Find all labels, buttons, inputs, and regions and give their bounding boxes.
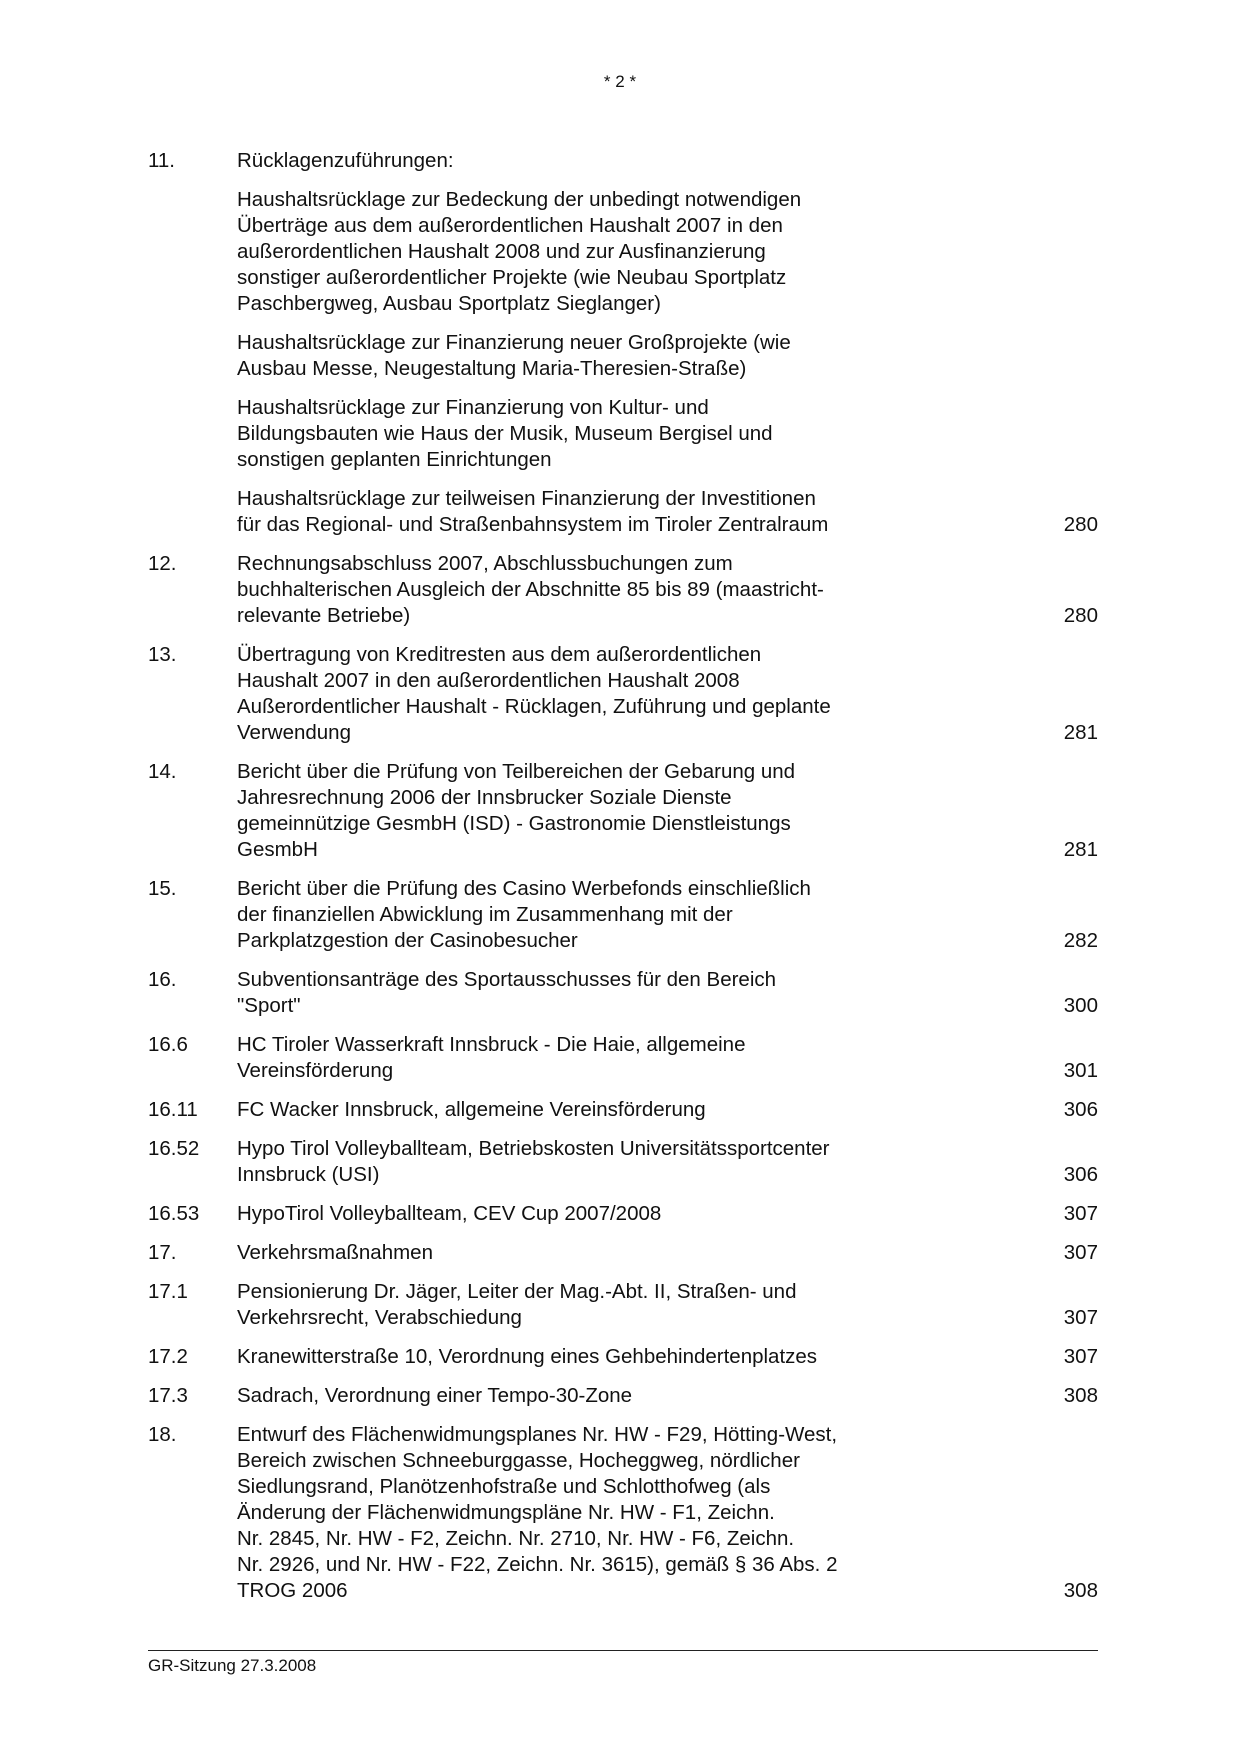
toc-entry-title [237,1422,1028,1604]
toc-entry-title [237,1032,1028,1084]
toc-entry-page: 300 [1063,994,1098,1017]
toc-entry-line: Rechnungsabschluss 2007, Abschlussbuchungen zum [237,552,733,575]
toc-entry-line: GesmbH [237,838,318,861]
toc-entry-paragraph [237,1097,1028,1123]
toc-entry [148,967,1098,1019]
toc-entry-page: 281 [1063,838,1098,861]
toc-entry-line: Übertragung von Kreditresten aus dem außerordentlichen [237,643,762,666]
toc-entry-title [237,759,1028,863]
toc-entry-paragraph [237,759,1028,863]
toc-entry-paragraph [237,642,1028,746]
toc-entry-line: der finanziellen Abwicklung im Zusammenhang mit der [237,903,733,926]
toc-entry-paragraph [237,1383,1028,1409]
toc-entry-paragraph [237,551,1028,629]
toc-entry-line: Paschbergweg, Ausbau Sportplatz Sieglanger) [237,292,661,315]
toc-entry [148,551,1098,629]
toc-entry-number: 17.3 [148,1384,188,1407]
toc-entry-number: 16.52 [148,1137,200,1160]
toc-entry-number: 11. [148,149,175,172]
toc-entry-line: Siedlungsrand, Planötzenhofstraße und Schlotthofweg (als [237,1475,771,1498]
toc-entry-paragraph [237,1344,1028,1370]
toc-entry-line: Pensionierung Dr. Jäger, Leiter der Mag.-Abt. II, Straßen- und [237,1280,797,1303]
toc-entry-line: HC Tiroler Wasserkraft Innsbruck - Die Haie, allgemeine [237,1033,746,1056]
toc-entry [148,1344,1098,1370]
toc-entry-line: Außerordentlicher Haushalt - Rücklagen, Zuführung und geplante [237,695,831,718]
toc-entry-page: 280 [1063,604,1098,627]
toc-entry-paragraph [237,1136,1028,1188]
toc-entry-page: 282 [1063,929,1098,952]
toc-entry-page: 301 [1063,1059,1098,1082]
footer-divider [148,1650,1098,1651]
toc-entry-title [237,1097,1028,1123]
toc-entry-page: 307 [1063,1306,1098,1329]
toc-entry-line: Haushaltsrücklage zur Finanzierung von Kultur- und [237,396,709,419]
toc-entry-line: "Sport" [237,994,301,1017]
toc-entry-line: relevante Betriebe) [237,604,411,627]
toc-entry-paragraph [237,1201,1028,1227]
toc-entry-line: Sadrach, Verordnung einer Tempo-30-Zone [237,1384,633,1407]
toc-entry-line: für das Regional- und Straßenbahnsystem im Tiroler Zentralraum [237,513,829,536]
toc-entry-title [237,1201,1028,1227]
toc-entry-paragraph [237,395,1028,473]
toc-entry-line: Bericht über die Prüfung des Casino Werbefonds einschließlich [237,877,811,900]
toc-entry-line: Haushaltsrücklage zur Finanzierung neuer Großprojekte (wie [237,331,791,354]
toc-entry-line: Bericht über die Prüfung von Teilbereichen der Gebarung und [237,760,796,783]
toc-entry-number: 12. [148,552,177,575]
toc-entry [148,759,1098,863]
toc-entry-paragraph [237,967,1028,1019]
toc-entry-number: 17.2 [148,1345,188,1368]
toc-entry-page: 306 [1063,1163,1098,1186]
toc-entry-line: Verkehrsrecht, Verabschiedung [237,1306,522,1329]
toc-entry-line: Entwurf des Flächenwidmungsplanes Nr. HW - F29, Hötting-West, [237,1423,838,1446]
toc-entry-line: Kranewitterstraße 10, Verordnung eines Gehbehindertenplatzes [237,1345,818,1368]
toc-entry-line: Parkplatzgestion der Casinobesucher [237,929,578,952]
toc-entry-paragraph [237,1240,1028,1266]
toc-entry-page: 280 [1063,513,1098,536]
toc-entry-line: Verkehrsmaßnahmen [237,1241,433,1264]
toc-entry-number: 15. [148,877,177,900]
toc-entry-line: TROG 2006 [237,1579,348,1602]
toc-entry-line: Bildungsbauten wie Haus der Musik, Museum Bergisel und [237,422,773,445]
footer-session-label: GR-Sitzung 27.3.2008 [148,1656,317,1675]
toc-entry-title [237,1136,1028,1188]
toc-entry-paragraph [237,187,1028,317]
toc-entry-line: Haushalt 2007 in den außerordentlichen Haushalt 2008 [237,669,740,692]
toc-entry-number: 16.6 [148,1033,188,1056]
toc-entry [148,1279,1098,1331]
toc-entry-page: 281 [1063,721,1098,744]
toc-entry-line: gemeinnützige GesmbH (ISD) - Gastronomie Dienstleistungs [237,812,791,835]
toc-entry-line: Überträge aus dem außerordentlichen Haushalt 2007 in den [237,214,783,237]
table-of-contents [148,148,1098,1617]
toc-entry-line: sonstigen geplanten Einrichtungen [237,448,552,471]
toc-entry-line: Änderung der Flächenwidmungspläne Nr. HW - F1, Zeichn. [237,1501,775,1524]
toc-entry-page: 306 [1063,1098,1098,1121]
toc-entry-line: Ausbau Messe, Neugestaltung Maria-Theresien-Straße) [237,357,747,380]
toc-entry-title [237,1240,1028,1266]
toc-entry-line: Hypo Tirol Volleyballteam, Betriebskosten Universitätssportcenter [237,1137,830,1160]
toc-entry-line: Bereich zwischen Schneeburggasse, Hocheggweg, nördlicher [237,1449,800,1472]
toc-entry-line: HypoTirol Volleyballteam, CEV Cup 2007/2008 [237,1202,662,1225]
toc-entry-line: Nr. 2926, und Nr. HW - F22, Zeichn. Nr. 3615), gemäß § 36 Abs. 2 [237,1553,838,1576]
toc-entry [148,148,1098,538]
page-number: * 2 * [603,72,637,91]
toc-entry-paragraph [237,1032,1028,1084]
toc-entry-number: 16. [148,968,177,991]
toc-entry-line: Verwendung [237,721,351,744]
toc-entry-line: Vereinsförderung [237,1059,394,1082]
toc-entry-number: 14. [148,760,177,783]
toc-entry-paragraph [237,1422,1028,1604]
toc-entry-number: 16.53 [148,1202,200,1225]
toc-entry-paragraph [237,1279,1028,1331]
toc-entry-line: Jahresrechnung 2006 der Innsbrucker Soziale Dienste [237,786,732,809]
toc-entry [148,1383,1098,1409]
toc-entry-line: Haushaltsrücklage zur Bedeckung der unbedingt notwendigen [237,188,802,211]
toc-entry-line: Nr. 2845, Nr. HW - F2, Zeichn. Nr. 2710, Nr. HW - F6, Zeichn. [237,1527,795,1550]
toc-entry-page: 307 [1063,1345,1098,1368]
toc-entry-title [237,1344,1028,1370]
toc-entry-title [237,876,1028,954]
toc-entry-line: Rücklagenzuführungen: [237,149,454,172]
toc-entry-title [237,642,1028,746]
toc-entry-page: 308 [1063,1384,1098,1407]
toc-entry-title [237,148,1028,538]
toc-entry [148,1240,1098,1266]
toc-entry-title [237,1279,1028,1331]
toc-entry-paragraph [237,330,1028,382]
toc-entry [148,1201,1098,1227]
toc-entry-line: buchhalterischen Ausgleich der Abschnitte 85 bis 89 (maastricht- [237,578,824,601]
toc-entry [148,1422,1098,1604]
toc-entry-line: Subventionsanträge des Sportausschusses für den Bereich [237,968,777,991]
toc-entry-line: Haushaltsrücklage zur teilweisen Finanzierung der Investitionen [237,487,816,510]
toc-entry-title [237,1383,1028,1409]
toc-entry-number: 16.11 [148,1098,198,1121]
toc-entry [148,1136,1098,1188]
toc-entry-line: sonstiger außerordentlicher Projekte (wie Neubau Sportplatz [237,266,787,289]
toc-entry [148,1032,1098,1084]
toc-entry-line: FC Wacker Innsbruck, allgemeine Vereinsförderung [237,1098,706,1121]
toc-entry [148,642,1098,746]
toc-entry-number: 17. [148,1241,177,1264]
toc-entry-number: 17.1 [148,1280,188,1303]
toc-entry-page: 308 [1063,1579,1098,1602]
toc-entry-line: außerordentlichen Haushalt 2008 und zur Ausfinanzierung [237,240,766,263]
toc-entry-paragraph [237,486,1028,538]
toc-entry-line: Innsbruck (USI) [237,1163,380,1186]
toc-entry-paragraph [237,148,1028,174]
toc-entry-number: 18. [148,1423,177,1446]
toc-entry-title [237,967,1028,1019]
toc-entry-page: 307 [1063,1241,1098,1264]
toc-entry [148,1097,1098,1123]
toc-entry-paragraph [237,876,1028,954]
toc-entry-title [237,551,1028,629]
toc-entry [148,876,1098,954]
toc-entry-number: 13. [148,643,177,666]
toc-entry-page: 307 [1063,1202,1098,1225]
